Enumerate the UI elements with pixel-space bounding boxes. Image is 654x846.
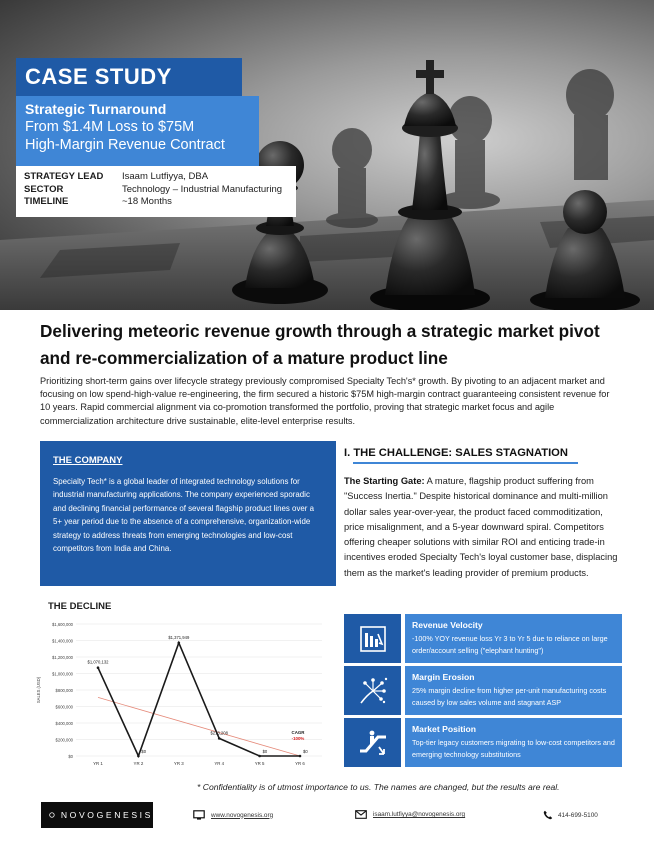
meta-row-timeline: TIMELINE ~18 Months — [24, 196, 172, 207]
footer-phone[interactable] — [543, 810, 598, 820]
y-axis-label: SALES (USD) — [36, 676, 41, 704]
metric-revenue-velocity — [344, 614, 622, 663]
metric-desc: 25% margin decline from higher per-unit manufacturing costs caused by low sales volume and stagnant ASP — [412, 686, 607, 707]
footer-website[interactable] — [193, 810, 273, 820]
decline-title: THE DECLINE — [48, 601, 112, 612]
company-heading: THE COMPANY — [53, 455, 123, 466]
challenge-text: A mature, flagship product suffering from "Success Inertia." Despite historical dominance and multi-million dollar sales year-over-year, the product faced commoditization, price misalignment, and a 5-year downward spiral. Competitors offering cheaper solutions with similar ROI and enticing trade-in incentives eroded Specialty Tech's loyal customer base, displacing them as the market's leading provider of premium products. — [344, 476, 618, 578]
y-tick-label: $400,000 — [55, 721, 73, 726]
x-tick-label: YR 2 — [133, 761, 144, 766]
subtitle: Strategic Turnaround — [25, 101, 167, 117]
y-tick-label: $1,200,000 — [52, 655, 73, 660]
data-point — [97, 666, 100, 669]
decline-chart — [30, 616, 330, 774]
x-tick-label: YR 5 — [254, 761, 265, 766]
data-point — [178, 642, 181, 645]
metric-title: Margin Erosion — [412, 672, 475, 682]
metric-title: Market Position — [412, 724, 476, 734]
footer-email[interactable] — [355, 810, 465, 819]
company-logo: NOVOGENESIS — [41, 802, 153, 828]
intro-paragraph: Prioritizing short-term gains over lifecycle strategy previously compromised Specialty Tech's* growth. By pivoting to an adjacent market and focusing on low spend-high-value re-engineering, the firm secured a historic $75M high-margin contract guaranteeing consistent revenue for 10 years. Rapid commercial alignment via co-promotion transformed the portfolio, proving that strategic market focus and agile commercialization architecture drive sustainable, elite-level enterprise results. — [40, 376, 610, 426]
challenge-body — [344, 474, 622, 581]
bar-chart-icon — [344, 614, 401, 663]
confidentiality-note: * Confidentiality is of utmost importance to us. The names are changed, but the results are real. — [197, 782, 560, 792]
metric-market-position — [344, 718, 622, 767]
data-label: $0 — [141, 749, 147, 754]
x-tick-label: YR 3 — [173, 761, 184, 766]
company-box — [40, 441, 336, 586]
y-tick-label: $800,000 — [55, 688, 73, 693]
title-line-2: High-Margin Revenue Contract — [25, 137, 225, 153]
metric-title: Revenue Velocity — [412, 620, 483, 630]
escalator-icon — [344, 718, 401, 767]
challenge-lead: The Starting Gate: — [344, 476, 425, 486]
y-tick-label: $1,000,000 — [52, 671, 73, 677]
x-tick-label: YR 4 — [214, 761, 225, 766]
dandelion-icon — [344, 666, 401, 715]
y-tick-label: $0 — [68, 754, 73, 759]
metric-margin-erosion — [344, 666, 622, 715]
x-tick-label: YR 6 — [295, 761, 305, 766]
data-label: $213,208 — [210, 730, 228, 736]
metric-desc: Top-tier legacy customers migrating to low-cost competitors and emerging technology substitutions — [412, 738, 615, 759]
data-label: $1,070,132 — [87, 659, 109, 665]
y-tick-label: $200,000 — [55, 737, 73, 743]
challenge-heading: I. THE CHALLENGE: SALES STAGNATION — [344, 447, 568, 459]
x-tick-label: YR 1 — [93, 761, 103, 766]
data-label: $0 — [303, 749, 308, 754]
hero-banner — [0, 0, 654, 310]
title-line-1: From $1.4M Loss to $75M — [25, 119, 195, 135]
meta-row-strategy-lead: STRATEGY LEAD Isaam Lutfiyya, DBA — [24, 171, 209, 182]
email-link[interactable]: isaam.lutfiyya@novogenesis.org — [373, 811, 466, 818]
monitor-icon — [193, 810, 205, 820]
y-tick-label: $600,000 — [55, 704, 73, 710]
case-study-label: CASE STUDY — [16, 58, 242, 96]
data-label: $0 — [262, 749, 268, 754]
logo-ring-icon — [49, 809, 55, 821]
y-tick-label: $1,400,000 — [52, 638, 73, 644]
phone-number: 414-699-5100 — [558, 811, 598, 819]
phone-icon — [543, 810, 553, 820]
title-box — [16, 96, 259, 166]
data-point — [299, 755, 302, 758]
meta-info — [16, 166, 296, 217]
challenge-underline — [353, 462, 578, 464]
company-body: Specialty Tech* is a global leader of integrated technology solutions for industrial manufacturing applications. The company experienced sporadic and declining financial performance of several flagship product lines over a 5+ year period due to the absence of a comprehensive, organization-wide strategy to address threats from emerging technologies and low-cost competitors from India and China. — [53, 477, 314, 554]
cagr-label: CAGR — [291, 730, 305, 735]
cagr-value: -100% — [291, 736, 305, 741]
series-line — [98, 643, 300, 756]
page-headline: Delivering meteoric revenue growth through a strategic market pivot and re-commercialization of a mature product line — [40, 321, 600, 368]
metric-desc: -100% YOY revenue loss Yr 3 to Yr 5 due to reliance on large order/account selling ("elephant hunting") — [412, 634, 608, 655]
meta-row-sector: SECTOR Technology – Industrial Manufacturing — [24, 183, 283, 195]
website-link[interactable]: www.novogenesis.org — [211, 811, 274, 819]
data-point — [218, 737, 221, 740]
envelope-icon — [355, 810, 367, 819]
data-label: $1,371,949 — [168, 634, 190, 640]
data-point — [137, 755, 140, 758]
y-tick-label: $1,600,000 — [52, 622, 73, 627]
data-point — [258, 755, 261, 758]
